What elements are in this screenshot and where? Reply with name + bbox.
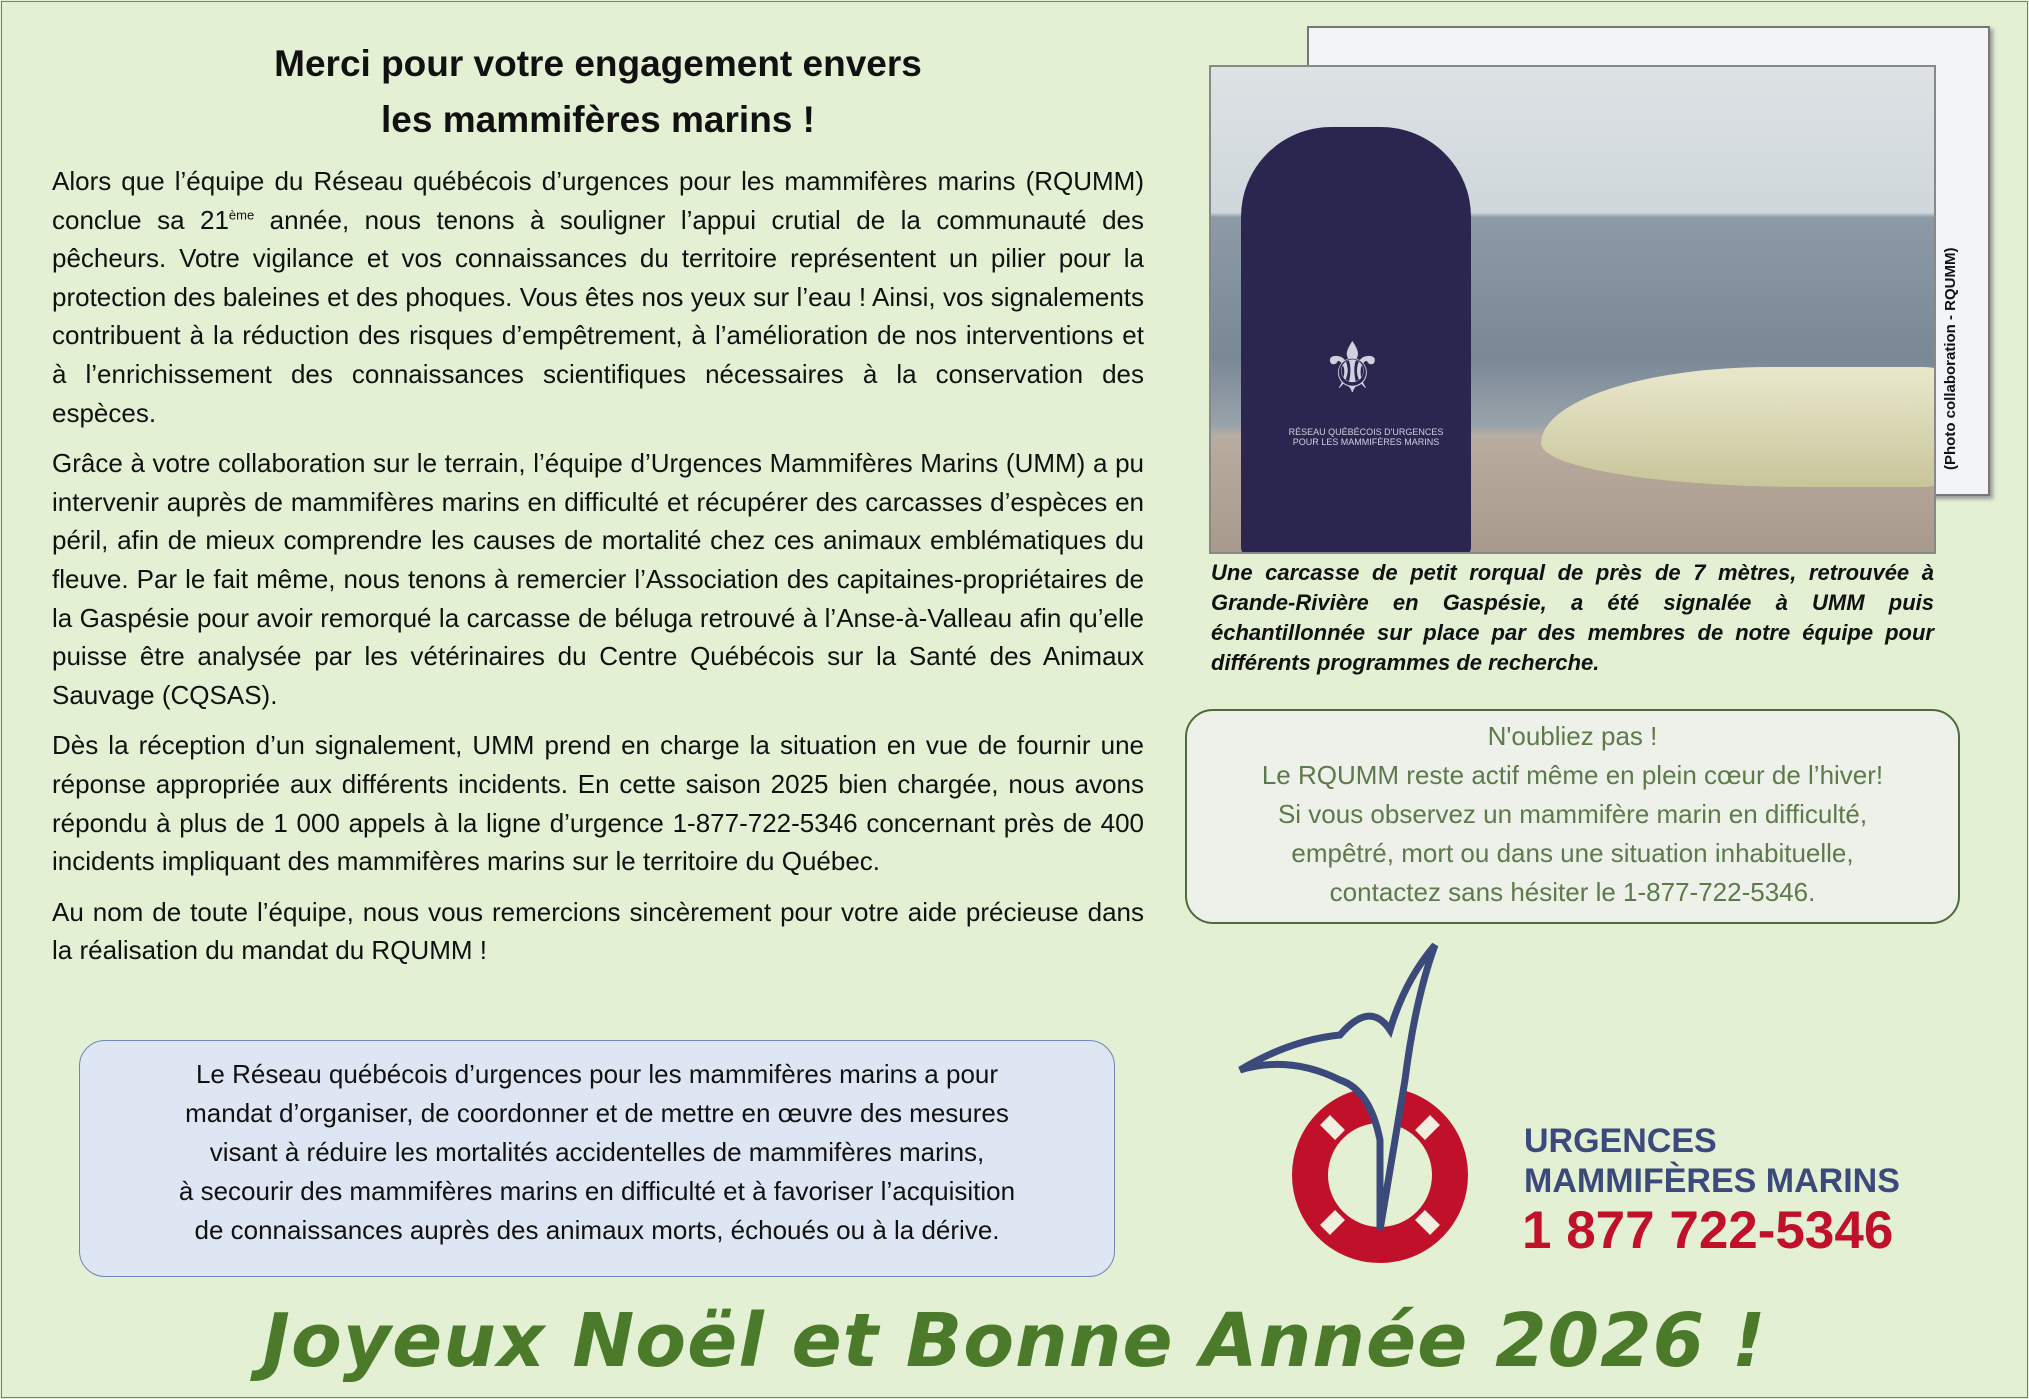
fleur-de-lis-logo-icon: ⚜ bbox=[1321, 329, 1384, 407]
paragraph-1-text-a: Alors que l’équipe du Réseau québécois d’urgences pour les mammifères marins (RQUMM) conclue sa 21 bbox=[52, 166, 1144, 235]
season-greeting: Joyeux Noël et Bonne Année 2026 ! bbox=[262, 1298, 1767, 1384]
notice-line: empêtré, mort ou dans une situation inhabituelle, bbox=[1291, 838, 1854, 868]
reminder-box bbox=[1185, 709, 1960, 924]
whale-tail-lifebuoy-logo-icon bbox=[1230, 940, 1510, 1280]
photo-credit: (Photo collaboration - RQUMM) bbox=[1942, 247, 1959, 470]
whale-tail bbox=[1240, 945, 1435, 1230]
mandate-line: de connaissances auprès des animaux morts, échoués ou à la dérive. bbox=[194, 1215, 1000, 1245]
paragraph-1-text-b: année, nous tenons à souligner l’appui crutial de la communauté des pêcheurs. Votre vigilance et vos connaissances du territoire représentent un pilier pour la protection des baleines et des phoques. Vous êtes nos yeux sur l’eau ! Ainsi, vos signalements contribuent à la réduction des risques d’empêtrement, à l’amélioration de nos interventions et à l’enrichissement des connaissances scientifiques nécessaires à la conservation des espèces. bbox=[52, 204, 1144, 428]
person-in-hoodie bbox=[1241, 127, 1471, 554]
title-line-2: les mammifères marins ! bbox=[381, 99, 815, 140]
photo-caption: Une carcasse de petit rorqual de près de 7 mètres, retrouvée à Grande-Rivière en Gaspésie, a été signalée à UMM puis échantillonnée sur place par des membres de notre équipe pour différents programmes de recherche. bbox=[1211, 560, 1934, 675]
mandate-line: Le Réseau québécois d’urgences pour les mammifères marins a pour bbox=[195, 1059, 999, 1089]
logo-title-line-1: URGENCES bbox=[1524, 1122, 1717, 1160]
paragraph-2: Grâce à votre collaboration sur le terrain, l’équipe d’Urgences Mammifères Marins (UMM) a pu intervenir auprès de mammifères marins en difficulté et récupérer des carcasses d’espèces en péril, afin de mieux comprendre les causes de mortalité chez ces animaux emblématiques du fleuve. Par le fait même, nous tenons à remercier l’Association des capitaines-propriétaires de la Gaspésie pour avoir remorqué la carcasse de béluga retrouvé à l’Anse-à-Valleau afin qu’elle puisse être analysée par les vétérinaires du Centre Québécois sur la Santé des Animaux Sauvage (CQSAS). bbox=[52, 448, 1144, 710]
mandate-line: mandat d’organiser, de coordonner et de mettre en œuvre des mesures bbox=[185, 1098, 1009, 1128]
mandate-box bbox=[79, 1040, 1115, 1277]
whale-carcass bbox=[1541, 367, 1936, 487]
whale-carcass-photo bbox=[1209, 65, 1936, 554]
title-line-1: Merci pour votre engagement envers bbox=[274, 43, 922, 84]
notice-line: contactez sans hésiter le 1-877-722-5346. bbox=[1329, 877, 1816, 907]
notice-line: Si vous observez un mammifère marin en difficulté, bbox=[1277, 799, 1868, 829]
emergency-phone: 1 877 722-5346 bbox=[1522, 1201, 1894, 1260]
hoodie-text: RÉSEAU QUÉBÉCOIS D'URGENCES POUR LES MAMMIFÈRES MARINS bbox=[1288, 427, 1444, 447]
paragraph-3: Dès la réception d’un signalement, UMM prend en charge la situation en vue de fournir une réponse appropriée aux différents incidents. En cette saison 2025 bien chargée, nous avons répondu à plus de 1 000 appels à la ligne d’urgence 1-877-722-5346 concernant près de 400 incidents impliquant des mammifères marins sur le territoire du Québec. bbox=[52, 730, 1144, 877]
notice-line: Le RQUMM reste actif même en plein cœur de l’hiver! bbox=[1261, 760, 1884, 790]
mandate-line: à secourir des mammifères marins en difficulté et à favoriser l’acquisition bbox=[178, 1176, 1016, 1206]
logo-title-line-2: MAMMIFÈRES MARINS bbox=[1524, 1162, 1900, 1200]
page-title bbox=[150, 36, 1046, 148]
paragraph-1 bbox=[52, 162, 1144, 432]
notice-line: N'oubliez pas ! bbox=[1487, 721, 1658, 751]
mandate-line: visant à réduire les mortalités accidentelles de mammifères marins, bbox=[209, 1137, 985, 1167]
paragraph-4: Au nom de toute l’équipe, nous vous remercions sincèrement pour votre aide précieuse dans la réalisation du mandat du RQUMM ! bbox=[52, 896, 1144, 966]
ordinal-superscript: ème bbox=[228, 206, 255, 222]
letter-body bbox=[52, 162, 1144, 982]
